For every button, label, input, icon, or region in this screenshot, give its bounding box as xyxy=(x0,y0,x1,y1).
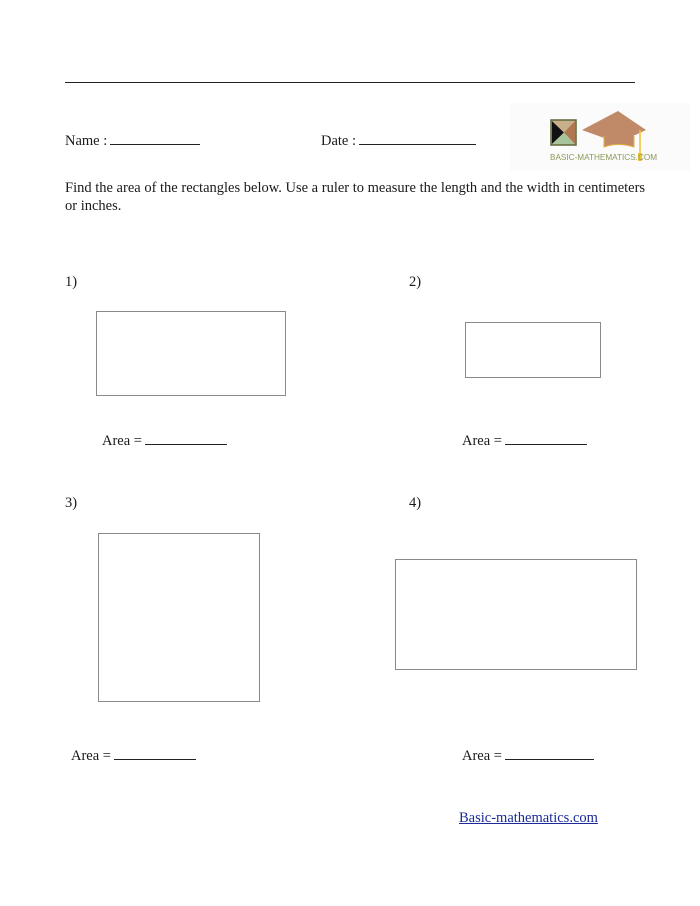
name-field[interactable] xyxy=(65,132,200,150)
name-label: Name : xyxy=(65,133,108,149)
problem-4-rectangle xyxy=(395,559,637,670)
area-label: Area = xyxy=(462,748,502,764)
problem-3-rectangle xyxy=(98,533,260,702)
area-label: Area = xyxy=(462,433,502,449)
problem-2-number: 2) xyxy=(409,274,422,290)
date-field[interactable] xyxy=(321,132,476,150)
problem-1-area[interactable] xyxy=(102,432,227,450)
problem-1-rectangle xyxy=(96,311,286,396)
name-blank[interactable] xyxy=(110,132,200,145)
problem-1-number: 1) xyxy=(65,274,78,290)
svg-text:BASIC-MATHEMATICS.COM: BASIC-MATHEMATICS.COM xyxy=(550,153,658,162)
area-label: Area = xyxy=(102,433,142,449)
area-answer-blank[interactable] xyxy=(505,432,587,445)
header-rule xyxy=(65,82,635,83)
instructions: Find the area of the rectangles below. Use a ruler to measure the length and the width in centimeters or inches. xyxy=(65,180,646,214)
problem-3-number: 3) xyxy=(65,495,78,511)
area-answer-blank[interactable] xyxy=(114,747,196,760)
area-answer-blank[interactable] xyxy=(145,432,227,445)
problem-3-area[interactable] xyxy=(71,747,196,765)
area-label: Area = xyxy=(71,748,111,764)
date-blank[interactable] xyxy=(359,132,476,145)
problem-4-area[interactable] xyxy=(462,747,594,765)
problem-2-rectangle xyxy=(465,322,601,378)
date-label: Date : xyxy=(321,133,357,149)
site-logo xyxy=(510,103,690,171)
problem-4-number: 4) xyxy=(409,495,422,511)
footer-site-link[interactable]: Basic-mathematics.com xyxy=(459,810,598,826)
graduation-cap-logo-icon xyxy=(510,103,690,171)
area-answer-blank[interactable] xyxy=(505,747,594,760)
problem-2-area[interactable] xyxy=(462,432,587,450)
